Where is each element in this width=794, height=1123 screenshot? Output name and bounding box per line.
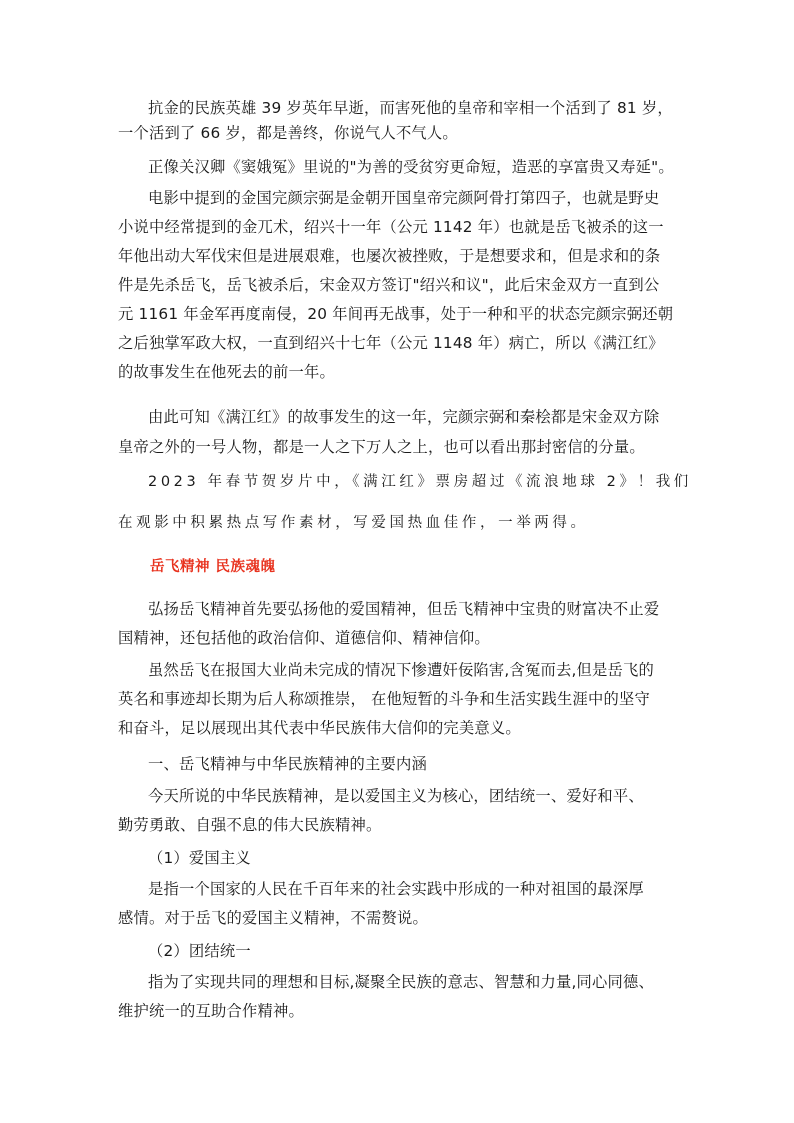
paragraph-line: 和奋斗，足以展现出其代表中华民族伟大信仰的完美意义。 [118,719,521,737]
paragraph-1 [118,96,678,146]
paragraph-line: 小说中经常提到的金兀术，绍兴十一年（公元 1142 年）也就是岳飞被杀的这一 [118,218,664,236]
paragraph-line: 的故事发生在他死去的前一年。 [118,363,335,381]
paragraph-4 [118,405,678,460]
subheading-line: （1）爱国主义 [148,849,251,867]
subheading-line: 一、岳飞精神与中华民族精神的主要内涵 [148,755,427,773]
paragraph-line: 国精神，还包括他的政治信仰、道德信仰、精神信仰。 [118,629,490,647]
paragraph-2 [118,155,678,180]
section-heading: 岳飞精神 民族魂魄 [150,559,276,575]
paragraph-line: 皇帝之外的一号人物，都是一人之下万人之上，也可以看出那封密信的分量。 [118,438,645,456]
paragraph-line: 感情。对于岳飞的爱国主义精神，不需赘说。 [118,909,428,927]
paragraph-line: 在观影中积累热点写作素材，写爱国热血佳作，一举两得。 [118,515,589,531]
paragraph-line: 弘扬岳飞精神首先要弘扬他的爱国精神，但岳飞精神中宝贵的财富决不止爱 [148,600,660,618]
paragraph-3 [118,186,678,385]
paragraph-5 [118,470,692,536]
paragraph-line: 英名和事迹却长期为后人称颂推崇， 在他短暂的斗争和生活实践生涯中的坚守 [118,690,650,708]
paragraph-6 [118,597,678,651]
paragraph-line: 之后独掌军政大权，一直到绍兴十七年（公元 1148 年）病亡，所以《满江红》 [118,334,664,352]
paragraph-line: 虽然岳飞在报国大业尚未完成的情况下惨遭奸佞陷害,含冤而去,但是岳飞的 [148,661,655,679]
paragraph-9 [118,784,678,838]
paragraph-13 [118,970,678,1024]
paragraph-line: 正像关汉卿《窦娥冤》里说的"为善的受贫穷更命短，造恶的享富贵又寿延"。 [148,158,674,176]
paragraph-line: 抗金的民族英雄 39 岁英年早逝，而害死他的皇帝和宰相一个活到了 81 岁， [148,99,673,117]
paragraph-12 [118,939,678,964]
paragraph-line: 维护统一的互助合作精神。 [118,1002,304,1020]
paragraph-line: 一个活到了 66 岁，都是善终，你说气人不气人。 [118,124,458,142]
paragraph-line: 元 1161 年金军再度南侵，20 年间再无战事，处于一种和平的状态完颜宗弼还朝 [118,305,674,323]
paragraph-line: 今天所说的中华民族精神，是以爱国主义为核心，团结统一、爱好和平、 [148,787,644,805]
paragraph-11 [118,877,678,931]
paragraph-line: 件是先杀岳飞，岳飞被杀后，宋金双方签订"绍兴和议"，此后宋金双方一直到公 [118,276,660,294]
paragraph-line: 是指一个国家的人民在千百年来的社会实践中形成的一种对祖国的最深厚 [148,880,644,898]
subheading-line: （2）团结统一 [148,942,251,960]
paragraph-line: 2023 年春节贺岁片中，《满江红》票房超过《流浪地球 2》！我们 [148,474,692,490]
paragraph-line: 年他出动大军伐宋但是进展艰难，也屡次被挫败，于是想要求和，但是求和的条 [118,247,661,265]
paragraph-line: 电影中提到的金国完颜宗弼是金朝开国皇帝完颜阿骨打第四子，也就是野史 [148,189,660,207]
paragraph-line: 勤劳勇敢、自强不息的伟大民族精神。 [118,816,382,834]
paragraph-7 [118,658,678,741]
paragraph-10 [118,846,678,871]
paragraph-line: 指为了实现共同的理想和目标,凝聚全民族的意志、智慧和力量,同心同德、 [148,973,655,991]
paragraph-8 [118,752,678,777]
paragraph-line: 由此可知《满江红》的故事发生的这一年，完颜宗弼和秦桧都是宋金双方除 [148,408,660,426]
